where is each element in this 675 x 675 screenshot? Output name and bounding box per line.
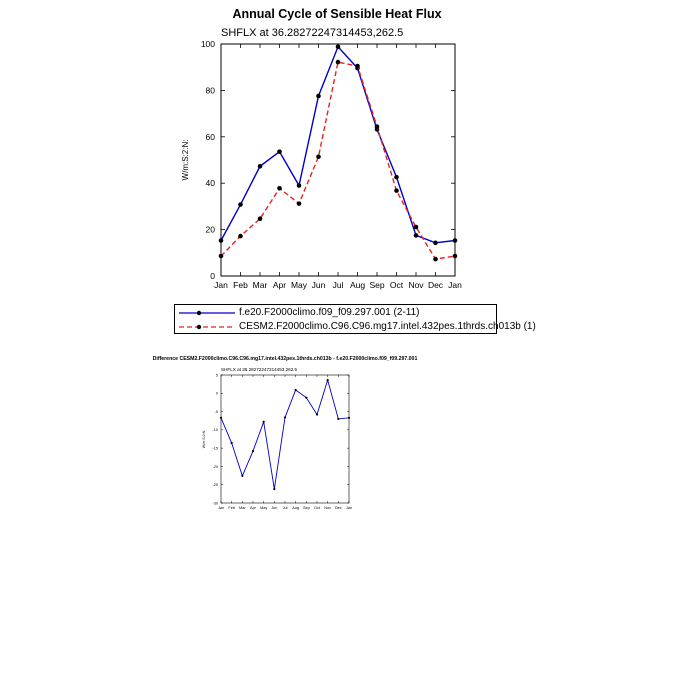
x-tick-label: Nov <box>408 280 424 290</box>
legend-marker-series-2 <box>177 320 237 334</box>
x-tick-label: Jan <box>214 280 228 290</box>
y-tick-label: 60 <box>205 131 215 142</box>
series-line-1 <box>221 47 455 243</box>
data-point <box>241 475 243 477</box>
data-point <box>433 257 438 262</box>
x-tick-label: Feb <box>233 280 248 290</box>
data-point <box>394 188 399 193</box>
data-point <box>273 488 275 490</box>
x-tick-label: Sep <box>302 506 310 510</box>
x-tick-label: Apr <box>250 506 256 510</box>
y-ticks <box>201 39 455 281</box>
series-group <box>219 44 458 261</box>
data-point <box>297 183 302 188</box>
data-point <box>453 254 458 259</box>
x-tick-label: May <box>290 280 308 290</box>
y-tick-label: -15 <box>212 446 218 451</box>
diff-chart-subtitle: SHFLX at 36.28272247314453,262.5 <box>221 367 298 372</box>
x-tick-label: Sep <box>369 280 385 290</box>
y-tick-label: 40 <box>205 178 215 189</box>
x-tick-label: Mar <box>239 506 246 510</box>
data-point <box>348 417 350 419</box>
data-point <box>258 164 263 169</box>
data-point <box>295 389 297 391</box>
data-point <box>355 64 360 69</box>
data-point <box>414 233 419 238</box>
data-point <box>316 154 321 159</box>
y-tick-label: -20 <box>212 464 218 469</box>
annual-cycle-chart <box>181 7 462 290</box>
data-point <box>238 234 243 239</box>
data-point <box>316 413 318 415</box>
plot-frame <box>221 44 455 276</box>
legend-entry-series-2 <box>175 320 536 334</box>
data-point <box>297 201 302 206</box>
x-tick-label: Jul <box>332 280 344 290</box>
y-tick-label: 0 <box>210 270 215 281</box>
data-point <box>238 202 243 207</box>
x-tick-label: Feb <box>228 506 235 510</box>
y-tick-label: 80 <box>205 85 215 96</box>
data-point <box>231 442 233 444</box>
x-tick-label: Oct <box>314 506 320 510</box>
data-point <box>453 238 458 243</box>
y-tick-label: -30 <box>212 501 218 506</box>
x-tick-label: Jun <box>271 506 278 510</box>
data-point <box>433 241 438 246</box>
y-tick-label: -10 <box>212 428 218 433</box>
diff-chart-title: Difference CESM2.F2000climo.C96.C96.mg17.intel.432pes.1thrds.ch013b - f.e20.F2000climo.f09_f09.297.001 <box>152 356 418 362</box>
legend <box>174 304 536 334</box>
data-point <box>252 450 254 452</box>
y-tick-label: 0 <box>215 391 218 396</box>
x-tick-label: Apr <box>272 280 287 290</box>
x-tick-label: Oct <box>389 280 404 290</box>
data-point <box>375 124 380 129</box>
data-point <box>337 418 339 420</box>
x-tick-label: May <box>260 506 268 510</box>
x-tick-label: Aug <box>349 280 366 290</box>
data-point <box>284 416 286 418</box>
series-line-1 <box>221 380 349 489</box>
data-point <box>263 421 265 423</box>
data-point <box>258 216 263 221</box>
legend-entry-series-1 <box>175 306 496 320</box>
chart-title: Annual Cycle of Sensible Heat Flux <box>232 7 442 21</box>
diff-y-ticks <box>213 373 350 505</box>
y-tick-label: -5 <box>214 409 218 414</box>
x-tick-label: Dec <box>334 506 342 510</box>
y-tick-label: -25 <box>212 483 218 488</box>
y-axis-label: W/m:S:2:N: <box>181 139 190 181</box>
y-tick-label: 20 <box>205 224 215 235</box>
data-point <box>316 94 321 99</box>
data-point <box>219 254 224 259</box>
chart-subtitle: SHFLX at 36.28272247314453,262.5 <box>221 27 404 39</box>
data-point <box>220 417 222 419</box>
data-point <box>336 60 341 65</box>
y-tick-label: 100 <box>200 38 215 49</box>
data-point <box>336 44 341 49</box>
x-tick-label: Jun <box>311 280 326 290</box>
y-tick-label: 5 <box>215 373 218 378</box>
x-tick-label: Mar <box>252 280 268 290</box>
x-tick-label: Jan <box>448 280 462 290</box>
diff-plot-frame <box>221 375 349 503</box>
x-tick-label: Aug <box>292 506 300 510</box>
data-point <box>414 225 419 230</box>
legend-label-series-2: CESM2.F2000climo.C96.C96.mg17.intel.432pes.1thrds.ch013b (1) <box>239 321 536 332</box>
x-tick-label: Jul <box>282 506 288 510</box>
legend-label-series-1: f.e20.F2000climo.f09_f09.297.001 (2-11) <box>239 307 420 318</box>
legend-marker-series-1 <box>177 306 237 320</box>
data-point <box>277 149 282 154</box>
diff-y-axis-label: W/m:S:2:N: <box>202 429 206 449</box>
difference-chart <box>153 356 418 510</box>
x-tick-label: Jan <box>345 506 353 510</box>
data-point <box>277 186 282 191</box>
data-point <box>394 175 399 180</box>
diff-series-group <box>220 379 350 490</box>
x-tick-label: Dec <box>427 280 444 290</box>
data-point <box>327 379 329 381</box>
data-point <box>219 238 224 243</box>
x-tick-label: Nov <box>324 506 332 510</box>
x-tick-label: Jan <box>217 506 225 510</box>
series-line-2 <box>221 62 455 259</box>
x-ticks <box>214 44 462 290</box>
data-point <box>305 397 307 399</box>
